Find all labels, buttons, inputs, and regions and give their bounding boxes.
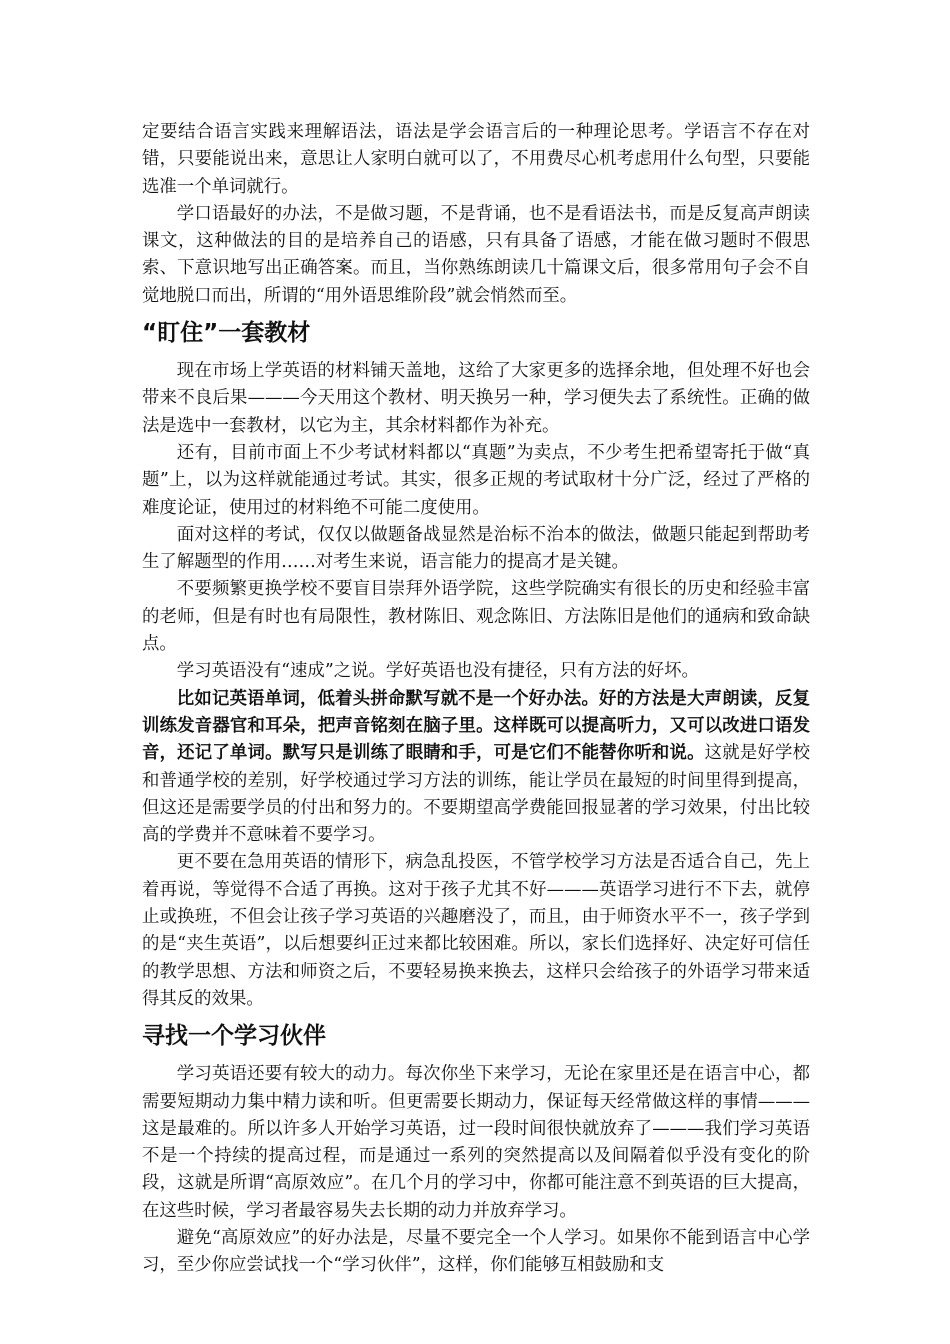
paragraph: 学口语最好的办法，不是做习题，不是背诵，也不是看语法书，而是反复高声朗读课文，这种做法的目的是培养自己的语感，只有具备了语感，才能在做习题时不假思索、下意识地写出正确答案。而且，当你熟练朗读几十篇课文后，很多常用句子会不自觉地脱口而出，所谓的“用外语思维阶段”就会悄然而至。: [142, 203, 810, 306]
paragraph: 不要频繁更换学校不要盲目崇拜外语学院，这些学院确实有很长的历史和经验丰富的老师，但是有时也有局限性，教材陈旧、观念陈旧、方法陈旧是他们的通病和致命缺点。: [142, 579, 810, 655]
paragraph: 还有，目前市面上不少考试材料都以“真题”为卖点，不少考生把希望寄托于做“真题”上，以为这样就能通过考试。其实，很多正规的考试取材十分广泛，经过了严格的难度论证，使用过的材料绝不可能二度使用。: [142, 442, 810, 518]
section-heading: 寻找一个学习伙伴: [142, 1023, 326, 1050]
paragraph: 学习英语没有“速成”之说。学好英语也没有捷径，只有方法的好坏。: [176, 661, 699, 682]
paragraph: 学习英语还要有较大的动力。每次你坐下来学习，无论在家里还是在语言中心，都需要短期动力集中精力读和听。但更需要长期动力，保证每天经常做这样的事情———这是最难的。所以许多人开始学习英语，过一段时间很快就放弃了———我们学习英语不是一个持续的提高过程，而是通过一系列的突然提高以及间隔着似乎没有变化的阶段，这就是所谓“高原效应”。在几个月的学习中，你都可能注意不到英语的巨大提高，在这些时候，学习者最容易失去长期的动力并放弃学习。: [142, 1064, 810, 1221]
paragraph-text: 这就是好学校和普通学校的差别，好学校通过学习方法的训练，能让学员在最短的时间里得到提高，但这还是需要学员的付出和努力的。不要期望高学费能回报显著的学习效果，付出比较高的学费并不意味着不要学习。: [142, 743, 810, 846]
paragraph: [142, 686, 810, 850]
section-heading: “盯住”一套教材: [142, 320, 311, 347]
document-page: [142, 119, 810, 1280]
paragraph: 面对这样的考试，仅仅以做题备战显然是治标不治本的做法，做题只能起到帮助考生了解题型的作用……对考生来说，语言能力的提高才是关键。: [142, 524, 810, 573]
paragraph: 现在市场上学英语的材料铺天盖地，这给了大家更多的选择余地，但处理不好也会带来不良后果———今天用这个教材、明天换另一种，学习便失去了系统性。正确的做法是选中一套教材，以它为主，其余材料都作为补充。: [142, 361, 810, 436]
paragraph: 避免“高原效应”的好办法是，尽量不要完全一个人学习。如果你不能到语言中心学习，至少你应尝试找一个“学习伙伴”，这样，你们能够互相鼓励和支: [142, 1227, 810, 1276]
bold-text: 比如记英语单词，低着头拼命默写就不是一个好办法。好的方法是大声朗读，反复训练发音器官和耳朵，把声音铭刻在脑子里。这样既可以提高听力，又可以改进口语发音，还记了单词。默写只是训练了眼睛和手，可是它们不能替你听和说。: [142, 688, 810, 764]
paragraph: 定要结合语言实践来理解语法，语法是学会语言后的一种理论思考。学语言不存在对错，只要能说出来，意思让人家明白就可以了，不用费尽心机考虑用什么句型，只要能选准一个单词就行。: [142, 122, 810, 197]
paragraph: 更不要在急用英语的情形下，病急乱投医，不管学校学习方法是否适合自己，先上着再说，等觉得不合适了再换。这对于孩子尤其不好———英语学习进行不下去，就停止或换班，不但会让孩子学习英语的兴趣磨没了，而且，由于师资水平不一，孩子学到的是“夹生英语”，以后想要纠正过来都比较困难。所以，家长们选择好、决定好可信任的教学思想、方法和师资之后，不要轻易换来换去，这样只会给孩子的外语学习带来适得其反的效果。: [142, 852, 810, 1009]
